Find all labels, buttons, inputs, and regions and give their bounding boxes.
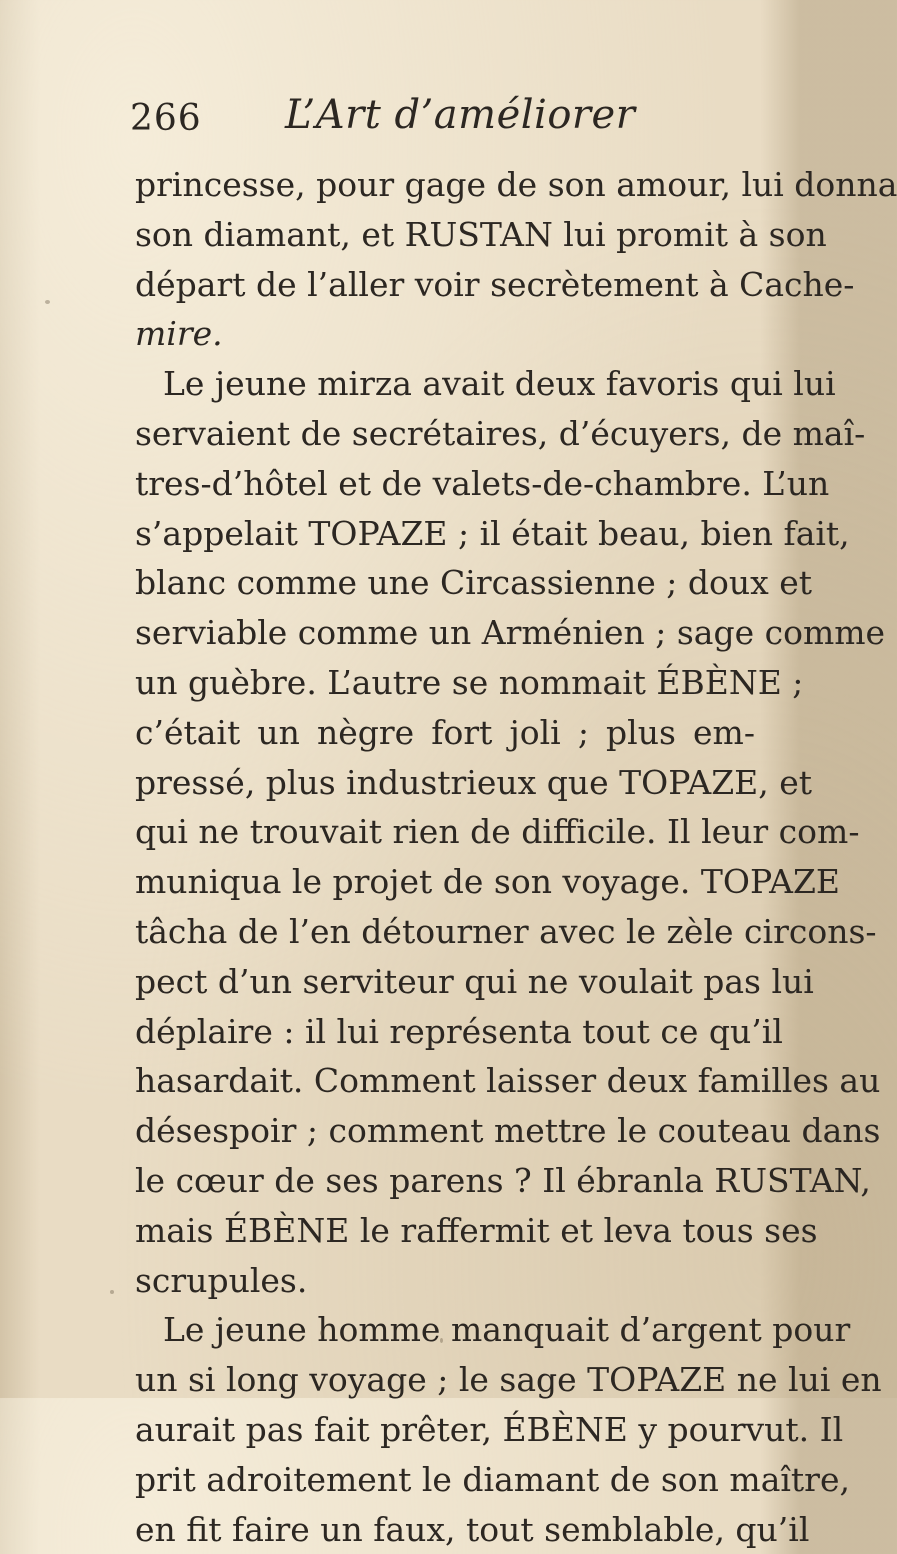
text-line: tres-d’hôtel et de valets-de-chambre. L’un (135, 463, 830, 503)
text-line: scrupules. (135, 1260, 308, 1300)
text-line: en fit faire un faux, tout semblable, qu’il (135, 1509, 810, 1549)
text-line: tâcha de l’en détourner avec le zèle circons- (135, 911, 877, 951)
text-line: s’appelait TOPAZE ; il était beau, bien fait, (135, 513, 850, 553)
text-line: pect d’un serviteur qui ne voulait pas lui (135, 961, 814, 1001)
text-line: un guèbre. L’autre se nommait ÉBÈNE ; (135, 662, 804, 702)
text-line: hasardait. Comment laisser deux familles au (135, 1061, 881, 1101)
text-line: mais ÉBÈNE le raffermit et leva tous ses (135, 1210, 818, 1250)
text-line: princesse, pour gage de son amour, lui donna (135, 165, 897, 204)
paper-speck (320, 1330, 324, 1336)
text-line: déplaire : il lui représenta tout ce qu’il (135, 1011, 783, 1051)
text-line: Le jeune homme manquait d’argent pour (163, 1310, 851, 1350)
text-line: blanc comme une Circassienne ; doux et (135, 563, 813, 603)
text-line: le cœur de ses parens ? Il ébranla RUSTAN, (135, 1160, 871, 1200)
text-line: Le jeune mirza avait deux favoris qui lui (163, 364, 836, 404)
text-line: mire. (135, 314, 223, 354)
text-line: un si long voyage ; le sage TOPAZE ne lui en (135, 1360, 882, 1400)
text-line: serviable comme un Arménien ; sage comme (135, 613, 886, 653)
body-text (135, 160, 897, 1554)
paper-speck (45, 300, 50, 304)
text-line: désespoir ; comment mettre le couteau dans (135, 1111, 881, 1151)
text-line: son diamant, et RUSTAN lui promit à son (135, 214, 827, 254)
text-line: aurait pas fait prêter, ÉBÈNE y pourvut. Il (135, 1409, 844, 1449)
text-line: servaient de secrétaires, d’écuyers, de maî- (135, 413, 866, 453)
text-line: muniqua le projet de son voyage. TOPAZE (135, 862, 840, 902)
running-title: L’Art d’améliorer (285, 92, 636, 138)
page-header (130, 92, 750, 152)
text-line: prit adroitement le diamant de son maître, (135, 1459, 850, 1499)
text-line: pressé, plus industrieux que TOPAZE, et (135, 762, 813, 802)
text-line: c’était un nègre fort joli ; plus em- (135, 712, 755, 752)
paper-speck (440, 1338, 443, 1343)
text-line: qui ne trouvait rien de difficile. Il leur com- (135, 812, 860, 852)
text-line: départ de l’aller voir secrètement à Cache- (135, 264, 855, 304)
paper-speck (110, 1290, 114, 1294)
page-number: 266 (130, 98, 202, 139)
